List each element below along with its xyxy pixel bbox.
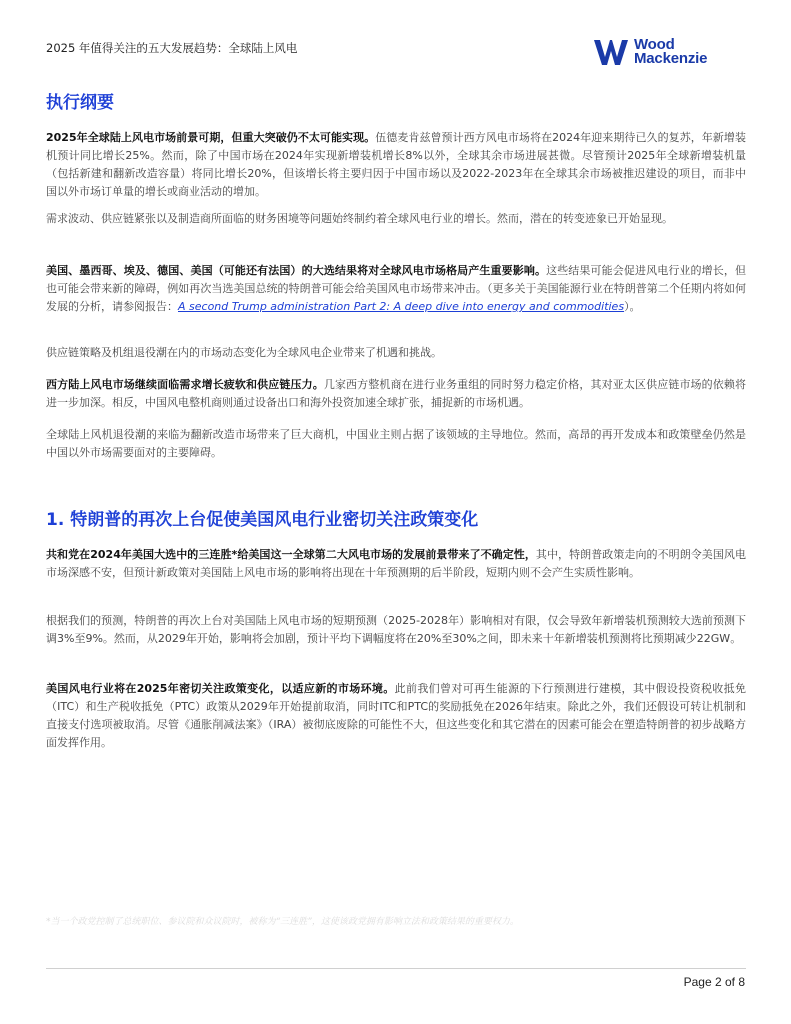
logo-mark-icon xyxy=(594,37,628,67)
sec1-p1-lead: 共和党在2024年美国大选中的三连胜*给美国这一全球第二大风电市场的发展前景带来了不确定性， xyxy=(46,548,536,561)
sec1-p2-body: 根据我们的预测，特朗普的再次上台对美国陆上风电市场的短期预测（2025-2028年）影响相对有限，仅会导致年新增装机预测较大选前预测下调3%至9%。然而，从2029年开始，影响将会加剧，预计平均下调幅度将在20%至30%之间，即未来十年新增装机预测将比预期减少22GW。 xyxy=(46,614,746,645)
exec-paragraph-6 xyxy=(46,426,746,462)
exec-p5-body: 几家西方整机商在进行业务重组的同时努力稳定价格，其对亚太区供应链市场的依赖将进一步加深。相反，中国风电整机商则通过设备出口和海外投资加速全球扩张，捕捉新的市场机遇。 xyxy=(46,378,747,409)
exec-p3-end: ）。 xyxy=(624,300,641,313)
exec-paragraph-1 xyxy=(46,129,746,201)
exec-p1-body: 伍德麦肯兹曾预计西方风电市场将在2024年迎来期待已久的复苏，年新增装机预计同比增长25%。然而，除了中国市场在2024年实现新增装机增长8%以外，全球其余市场进展甚微。尽管预计2025年全球新增装机量（包括新建和翻新改造容量）将同比增长20%，但该增长将主要归因于中国市场以及2022-2023年在全球其余市场被推迟建设的项目，而非中国以外市场订单量的增长或商业活动的增加。 xyxy=(46,131,746,198)
trump-report-link[interactable]: A second Trump administration Part 2: A deep dive into energy and commodities xyxy=(178,300,625,313)
section-1-heading: 1. 特朗普的再次上台促使美国风电行业密切关注政策变化 xyxy=(46,510,479,530)
logo-wordmark: Wood Mackenzie xyxy=(634,36,708,67)
sec1-p3-body: 此前我们曾对可再生能源的下行预测进行建模，其中假设投资税收抵免（ITC）和生产税收抵免（PTC）政策从2029年开始提前取消，同时ITC和PTC的奖励抵免在2026年结束。除此之外，我们还假设可转让机制和直接支付选项被取消。尽管《通胀削减法案》（IRA）被彻底废除的可能性不大，但这些变化和其它潜在的因素可能会在塑造特朗普的初步战略方面发挥作用。 xyxy=(46,682,746,749)
section1-paragraph-2 xyxy=(46,612,746,648)
footer-divider xyxy=(46,968,746,969)
sec1-p3-lead: 美国风电行业将在2025年密切关注政策变化，以适应新的市场环境。 xyxy=(46,682,395,695)
exec-p6-body: 全球陆上风机退役潮的来临为翻新改造市场带来了巨大商机，中国业主则占据了该领域的主导地位。然而，高昂的再开发成本和政策壁垒仍然是中国以外市场需要面对的主要障碍。 xyxy=(46,428,746,459)
exec-p4-body: 供应链策略及机组退役潮在内的市场动态变化为全球风电企业带来了机遇和挑战。 xyxy=(46,346,442,359)
exec-paragraph-2 xyxy=(46,210,746,228)
page-number: Page 2 of 8 xyxy=(683,975,745,989)
document-header-title: 2025 年值得关注的五大发展趋势：全球陆上风电 xyxy=(46,41,298,55)
exec-paragraph-4 xyxy=(46,344,746,362)
exec-summary-heading: 执行纲要 xyxy=(46,93,114,113)
exec-p3-lead: 美国、墨西哥、埃及、德国、美国（可能还有法国）的大选结果将对全球风电市场格局产生重要影响。 xyxy=(46,264,547,277)
exec-p3-body: 这些结果可能会促进风电行业的增长，但也可能会带来新的障碍，例如再次当选美国总统的特朗普可能会给美国风电市场带来冲击。（更多关于美国能源行业在特朗普第二个任期内将如何发展的分析，请参阅报告： xyxy=(46,264,746,313)
section1-paragraph-3 xyxy=(46,680,746,752)
footnote: *当一个政党控制了总统职位、参议院和众议院时，被称为“三连胜”，这使该政党拥有影响立法和政策结果的重要权力。 xyxy=(46,917,519,927)
exec-p1-lead: 2025年全球陆上风电市场前景可期，但重大突破仍不太可能实现。 xyxy=(46,131,376,144)
exec-paragraph-5 xyxy=(46,376,746,412)
company-logo xyxy=(594,36,707,68)
section1-paragraph-1 xyxy=(46,546,746,582)
exec-paragraph-3 xyxy=(46,262,746,316)
exec-p5-lead: 西方陆上风电市场继续面临需求增长疲软和供应链压力。 xyxy=(46,378,324,391)
sec1-p1-body: 其中，特朗普政策走向的不明朗令美国风电市场深感不安，但预计新政策对美国陆上风电市场的影响将出现在十年预测期的后半阶段，短期内则不会产生实质性影响。 xyxy=(46,548,746,579)
exec-p2-body: 需求波动、供应链紧张以及制造商所面临的财务困境等问题始终制约着全球风电行业的增长。然而，潜在的转变迹象已开始显现。 xyxy=(46,212,673,225)
